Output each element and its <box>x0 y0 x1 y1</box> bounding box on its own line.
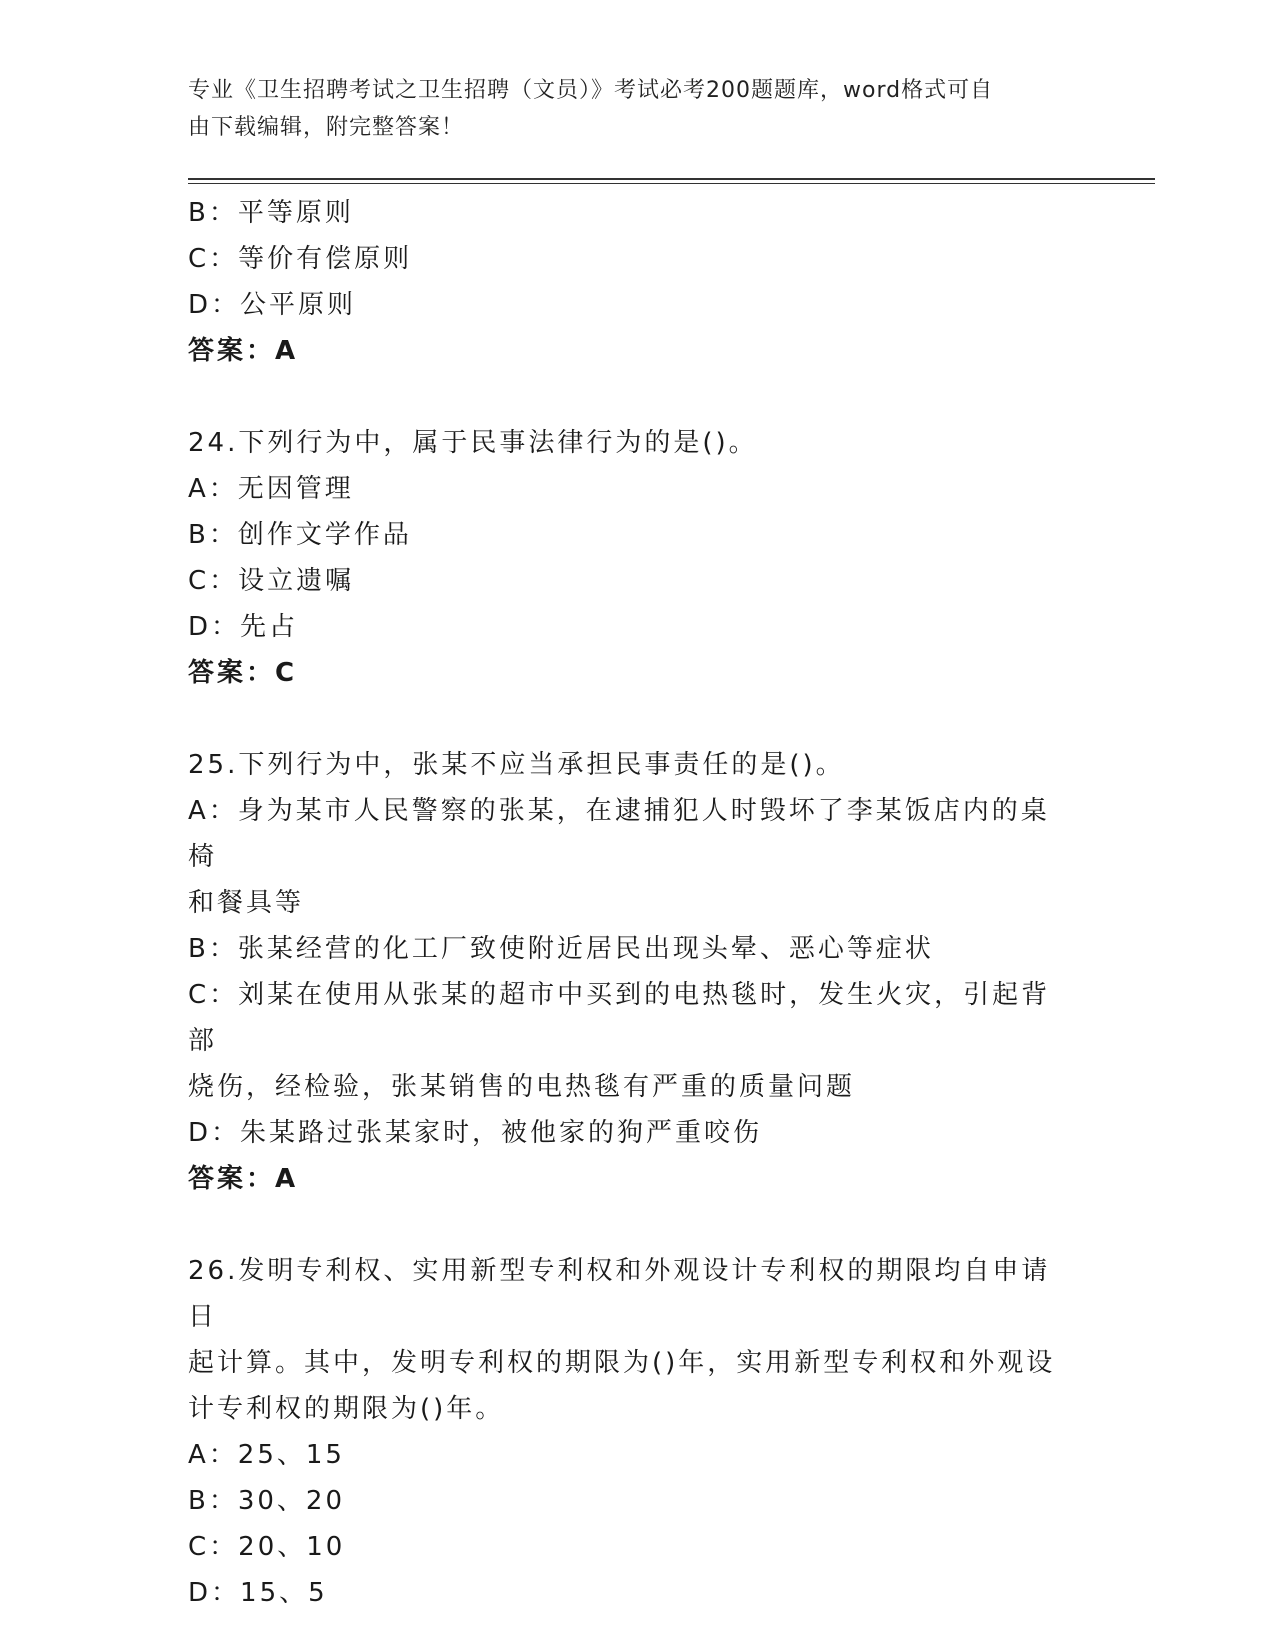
option-a: A：25、15 <box>188 1440 345 1470</box>
document-header <box>188 72 1068 146</box>
prev-question-block <box>188 190 1078 374</box>
answer-line: 答案：A <box>188 1164 299 1194</box>
answer-line: 答案：A <box>188 336 299 366</box>
question-stem: 24.下列行为中，属于民事法律行为的是()。 <box>188 428 758 458</box>
option-d: D：朱某路过张某家时，被他家的狗严重咬伤 <box>188 1118 763 1148</box>
option-c-cont: 烧伤，经检验，张某销售的电热毯有严重的质量问题 <box>188 1072 856 1102</box>
header-rule-thin <box>188 183 1155 184</box>
option-a: A：身为某市人民警察的张某，在逮捕犯人时毁坏了李某饭店内的桌椅 <box>188 796 1050 872</box>
option-c: C：20、10 <box>188 1532 346 1562</box>
option-c: C：刘某在使用从张某的超市中买到的电热毯时，发生火灾，引起背部 <box>188 980 1051 1056</box>
option-b: B：张某经营的化工厂致使附近居民出现头晕、恶心等症状 <box>188 934 934 964</box>
option-b: B：平等原则 <box>188 198 354 228</box>
question-24 <box>188 420 1078 696</box>
option-b: B：创作文学作品 <box>188 520 412 550</box>
option-c: C：设立遗嘱 <box>188 566 355 596</box>
header-line-1: 专业《卫生招聘考试之卫生招聘（文员）》考试必考200题题库，word格式可自 <box>188 78 994 103</box>
question-content <box>188 190 1078 1616</box>
option-b: B：30、20 <box>188 1486 346 1516</box>
question-stem: 26.发明专利权、实用新型专利权和外观设计专利权的期限均自申请日 <box>188 1256 1051 1332</box>
option-a: A：无因管理 <box>188 474 354 504</box>
header-line-2: 由下载编辑，附完整答案！ <box>188 115 465 140</box>
question-25 <box>188 742 1078 1202</box>
question-stem: 25.下列行为中，张某不应当承担民事责任的是()。 <box>188 750 845 780</box>
question-stem-cont-1: 起计算。其中，发明专利权的期限为()年，实用新型专利权和外观设 <box>188 1348 1056 1378</box>
answer-line: 答案：C <box>188 658 298 688</box>
question-stem-cont-2: 计专利权的期限为()年。 <box>188 1394 505 1424</box>
option-c: C：等价有偿原则 <box>188 244 413 274</box>
header-rule-thick <box>188 178 1155 180</box>
option-d: D：公平原则 <box>188 290 357 320</box>
option-d: D：先占 <box>188 612 299 642</box>
question-26 <box>188 1248 1078 1616</box>
option-d: D：15、5 <box>188 1578 328 1608</box>
option-a-cont: 和餐具等 <box>188 888 305 918</box>
